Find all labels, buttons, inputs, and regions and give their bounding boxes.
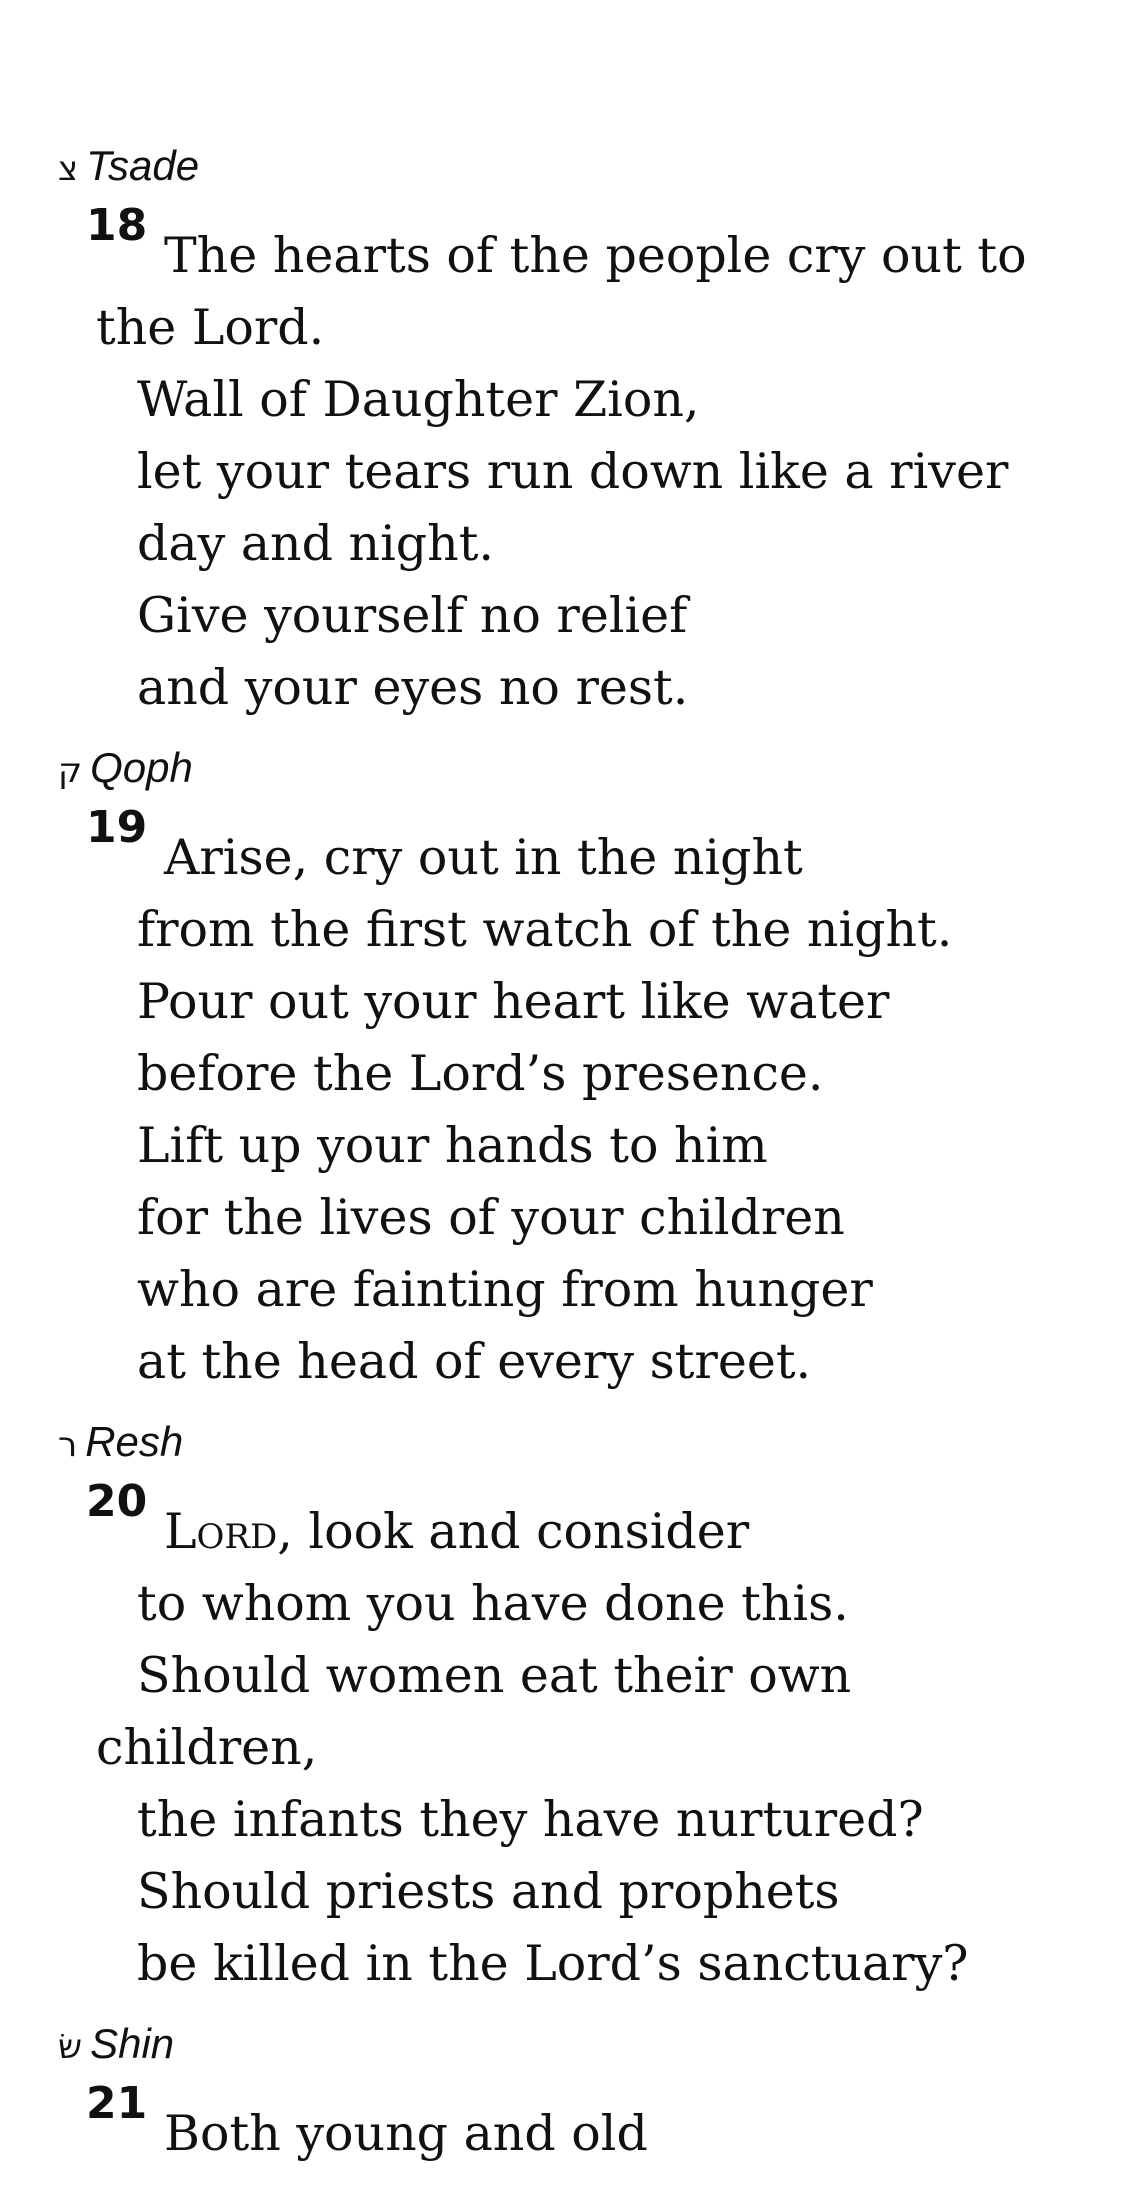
verse-line: Pour out your heart like water xyxy=(137,973,890,1030)
letter-name: Tsade xyxy=(86,142,200,189)
verse-line: Give yourself no relief xyxy=(137,587,688,644)
verse-line: Wall of Daughter Zion, xyxy=(137,371,700,428)
verse-line: from the first watch of the night. xyxy=(137,901,953,958)
section-heading-shin xyxy=(58,2020,174,2071)
verse-line: be killed in the Lord’s sanctuary? xyxy=(137,1935,969,1992)
verse-number-19: 19 xyxy=(86,802,148,853)
section-heading-resh xyxy=(58,1418,183,1469)
section-heading-tsade xyxy=(58,142,199,193)
verse-line: to whom you have done this. xyxy=(137,1575,849,1632)
letter-name: Qoph xyxy=(90,744,193,791)
verse-line: Should women eat their own xyxy=(137,1647,852,1704)
verse-21-line-1: Both young and old xyxy=(164,2105,648,2162)
verse-line: Lift up your hands to him xyxy=(137,1117,768,1174)
verse-line: children, xyxy=(96,1719,318,1776)
verse-line: at the head of every street. xyxy=(137,1333,812,1390)
section-heading-qoph xyxy=(58,744,193,795)
hebrew-letter-resh: ר xyxy=(58,1425,78,1465)
verse-line: who are fainting from hunger xyxy=(137,1261,873,1318)
divine-name-small-caps: Lord xyxy=(164,1503,278,1560)
hebrew-letter-tsade: צ xyxy=(58,149,79,189)
verse-line: day and night. xyxy=(137,515,494,572)
verse-line: the Lord. xyxy=(96,299,325,356)
verse-number-18: 18 xyxy=(86,200,148,251)
verse-line: the infants they have nurtured? xyxy=(137,1791,924,1848)
verse-18-line-1: The hearts of the people cry out to xyxy=(164,227,1027,284)
verse-line: let your tears run down like a river xyxy=(137,443,1009,500)
verse-line: and your eyes no rest. xyxy=(137,659,689,716)
letter-name: Resh xyxy=(85,1418,184,1465)
hebrew-letter-qoph: ק xyxy=(58,751,83,791)
verse-line: before the Lord’s presence. xyxy=(137,1045,824,1102)
verse-number-20: 20 xyxy=(86,1476,148,1527)
verse-20-line-1 xyxy=(164,1502,749,1562)
verse-20-line-1-rest: , look and consider xyxy=(277,1503,750,1560)
letter-name: Shin xyxy=(90,2020,175,2067)
verse-19-line-1: Arise, cry out in the night xyxy=(164,829,803,886)
verse-number-21: 21 xyxy=(86,2078,148,2129)
verse-line: Should priests and prophets xyxy=(137,1863,840,1920)
hebrew-letter-shin: שׂ xyxy=(58,2027,83,2067)
verse-line: for the lives of your children xyxy=(137,1189,845,1246)
